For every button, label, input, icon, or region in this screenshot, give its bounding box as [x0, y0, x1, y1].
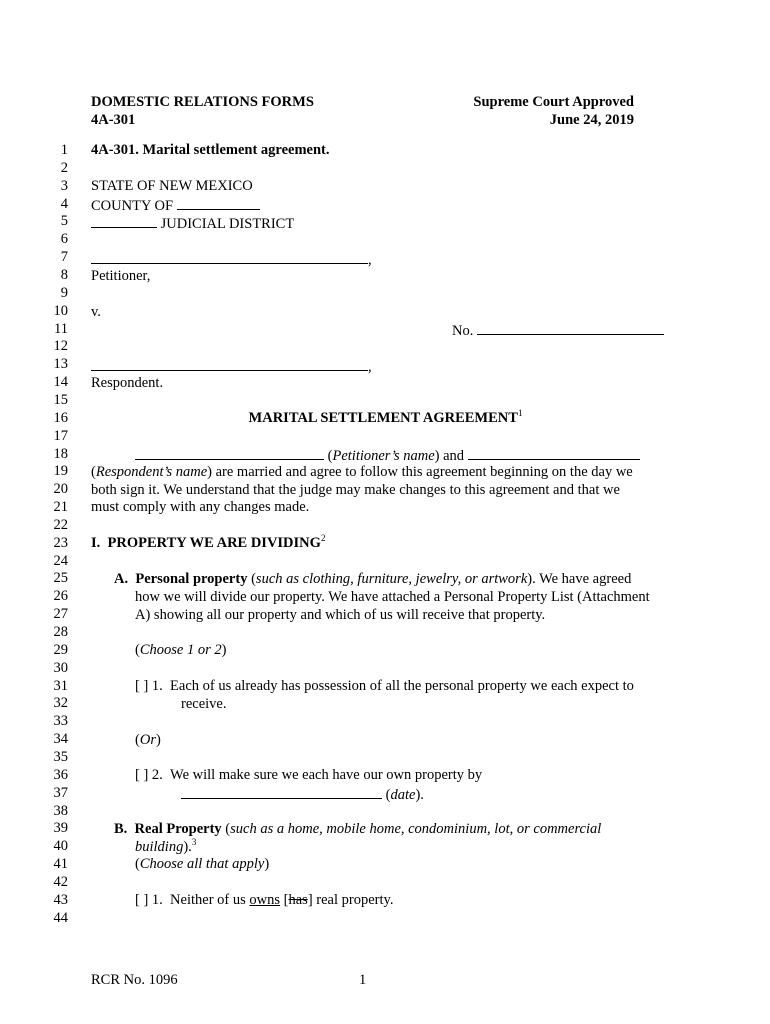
approval-header — [473, 93, 634, 129]
or-text: Or — [139, 732, 156, 748]
line-number: 18 — [53, 445, 68, 462]
footnote-ref-1: 1 — [517, 408, 523, 418]
date-hint: date — [390, 787, 416, 803]
state-caption: STATE OF NEW MEXICO — [91, 178, 253, 194]
comma: , — [368, 252, 372, 268]
petitioner-label: Petitioner, — [91, 268, 151, 284]
approval-date: June 24, 2019 — [549, 112, 634, 128]
has-deleted: has — [288, 892, 308, 908]
owns-inserted: owns — [249, 892, 280, 908]
line-number: 7 — [60, 249, 68, 266]
petitioner-name-line — [91, 249, 680, 269]
petitioner-name-blank[interactable] — [91, 249, 368, 264]
option-2-line-36 — [135, 766, 680, 784]
line-number: 43 — [53, 891, 68, 908]
petitioner-name-hint: Petitioner’s name — [332, 448, 435, 464]
form-series-title: DOMESTIC RELATIONS FORMS — [91, 94, 314, 110]
and-text: and — [443, 448, 465, 464]
line-number: 40 — [53, 838, 68, 855]
line-number: 29 — [53, 641, 68, 658]
line-number: 4 — [60, 195, 68, 212]
line-number: 27 — [53, 606, 68, 623]
item-a-line-25: A. Personal property (such as clothing, furniture, jewelry, or artwork). We have agreed — [114, 571, 632, 587]
line-number: 15 — [53, 391, 68, 408]
line-number: 21 — [53, 499, 68, 515]
comma: , — [368, 359, 372, 375]
line-number: 44 — [53, 909, 68, 926]
line-number: 26 — [53, 588, 68, 605]
line-number: 42 — [53, 873, 68, 890]
line-number: 39 — [53, 820, 68, 837]
item-b-option-1: [ ] 1. Neither of us owns [has] real property. — [135, 892, 394, 908]
line-number: 14 — [53, 374, 68, 391]
item-a-line-27: A) showing all our property and which of us will receive that property. — [135, 607, 546, 623]
item-b-line-39: B. Real Property (such as a home, mobile home, condominium, lot, or commercial — [114, 821, 602, 837]
line-number: 30 — [53, 659, 68, 676]
rcr-number: RCR No. 1096 — [91, 972, 178, 988]
petitioner-blank[interactable] — [135, 445, 324, 460]
line-number: 36 — [53, 766, 68, 783]
case-number-blank[interactable] — [477, 320, 664, 335]
line-number: 24 — [53, 552, 68, 569]
section-1-heading — [91, 534, 680, 552]
agreement-title — [91, 409, 680, 427]
district-label: JUDICIAL DISTRICT — [160, 216, 295, 232]
case-number-line — [452, 320, 680, 340]
choose-all-instruction: Choose all that apply — [139, 856, 265, 872]
form-title: 4A-301. Marital settlement agreement. — [91, 142, 330, 158]
item-b-option-1-number: 1. — [151, 892, 163, 908]
line-number: 34 — [53, 731, 68, 748]
line-number: 41 — [53, 856, 68, 872]
item-b-option-1-pre: Neither of us — [170, 892, 246, 908]
line-number: 11 — [54, 320, 68, 337]
item-b-label: B. — [114, 821, 128, 837]
item-a-examples: such as clothing, furniture, jewelry, or artwork — [255, 571, 528, 587]
line-number: 25 — [53, 570, 68, 587]
item-b-title: Real Property — [134, 821, 222, 837]
or-instruction: (Or) — [135, 732, 161, 748]
versus-label: v. — [91, 304, 101, 320]
option-2-checkbox[interactable]: [ ] — [135, 767, 149, 783]
option-1-line-32: receive. — [181, 696, 227, 712]
line-number: 28 — [53, 624, 68, 640]
footnote-ref-3: 3 — [191, 837, 197, 847]
line-number: 33 — [53, 713, 68, 730]
option-1-checkbox[interactable]: [ ] — [135, 678, 149, 694]
option-2-date-blank[interactable] — [181, 784, 382, 799]
item-b-option-1-checkbox[interactable]: [ ] — [135, 892, 149, 908]
line-number: 22 — [53, 516, 68, 533]
parties-line-20: both sign it. We understand that the judge may make changes to this agreement and that we — [91, 482, 620, 498]
item-b-option-1-post: real property. — [316, 892, 394, 908]
parties-line-18: (Petitioner’s name) and — [135, 445, 680, 465]
agreement-title-text: MARITAL SETTLEMENT AGREEMENT — [248, 410, 518, 426]
form-series-header — [91, 93, 314, 129]
district-blank[interactable] — [91, 213, 157, 228]
line-number: 16 — [53, 409, 68, 426]
line-number: 20 — [53, 481, 68, 498]
case-number-label: No. — [452, 323, 474, 339]
item-b-line-40: building).$^3$ — [135, 837, 197, 855]
district-caption — [91, 213, 680, 233]
line-number: 9 — [60, 284, 68, 301]
line-number: 35 — [53, 748, 68, 765]
footnote-ref-2: 2 — [320, 533, 326, 543]
form-number: 4A-301 — [91, 112, 136, 128]
section-1-number: I. — [91, 535, 101, 551]
line-number: 19 — [53, 463, 68, 480]
line-number: 17 — [53, 427, 68, 444]
option-2-line-37: (date). — [181, 784, 680, 804]
line-number: 37 — [53, 784, 68, 801]
line-number: 5 — [60, 213, 68, 230]
respondent-name-blank[interactable] — [91, 356, 368, 371]
option-1-line-31 — [135, 677, 680, 695]
line-number: 38 — [53, 802, 68, 819]
county-label: COUNTY OF — [91, 198, 174, 214]
item-a-title: Personal property — [135, 571, 248, 587]
approval-label: Supreme Court Approved — [473, 94, 634, 110]
county-caption — [91, 195, 680, 215]
option-2-text: We will make sure we each have our own property by — [170, 767, 483, 783]
respondent-name-line — [91, 356, 680, 376]
line-number: 1 — [60, 142, 68, 158]
option-2-number: 2. — [151, 767, 163, 783]
line-number: 13 — [53, 356, 68, 373]
respondent-blank[interactable] — [468, 445, 640, 460]
parties-line-19: (Respondent’s name) are married and agree to follow this agreement beginning on the day we — [91, 464, 633, 480]
line-number: 12 — [53, 338, 68, 355]
item-a-line-26: how we will divide our property. We have attached a Personal Property List (Attachment — [135, 589, 650, 605]
line-number: 32 — [53, 695, 68, 712]
respondent-name-hint: Respondent’s name — [95, 464, 208, 480]
page-number: 1 — [359, 972, 367, 988]
respondent-label: Respondent. — [91, 375, 164, 391]
item-b-line-41: (Choose all that apply) — [135, 856, 270, 872]
item-a-label: A. — [114, 571, 129, 587]
option-1-number: 1. — [151, 678, 163, 694]
county-blank[interactable] — [177, 195, 260, 210]
item-b-examples-cont: building — [135, 839, 184, 855]
item-a-text-25: . We have agreed — [532, 571, 632, 587]
line-number: 10 — [53, 302, 68, 319]
choose-1-or-2: Choose 1 or 2 — [139, 642, 222, 658]
parties-line-21: must comply with any changes made. — [91, 499, 310, 515]
line-number: 23 — [53, 534, 68, 551]
choose-instruction: (Choose 1 or 2) — [135, 642, 227, 658]
line-number: 3 — [60, 177, 68, 194]
line-number: 8 — [60, 267, 68, 283]
line-number: 31 — [53, 677, 68, 694]
parties-text-19: are married and agree to follow this agreement beginning on the day we — [215, 464, 633, 480]
line-number: 6 — [60, 231, 68, 248]
item-b-examples: such as a home, mobile home, condominium, lot, or commercial — [230, 821, 602, 837]
option-1-text: Each of us already has possession of all the personal property we each expect to — [170, 678, 634, 694]
line-number: 2 — [60, 159, 68, 176]
section-1-title: PROPERTY WE ARE DIVIDING — [107, 535, 321, 551]
